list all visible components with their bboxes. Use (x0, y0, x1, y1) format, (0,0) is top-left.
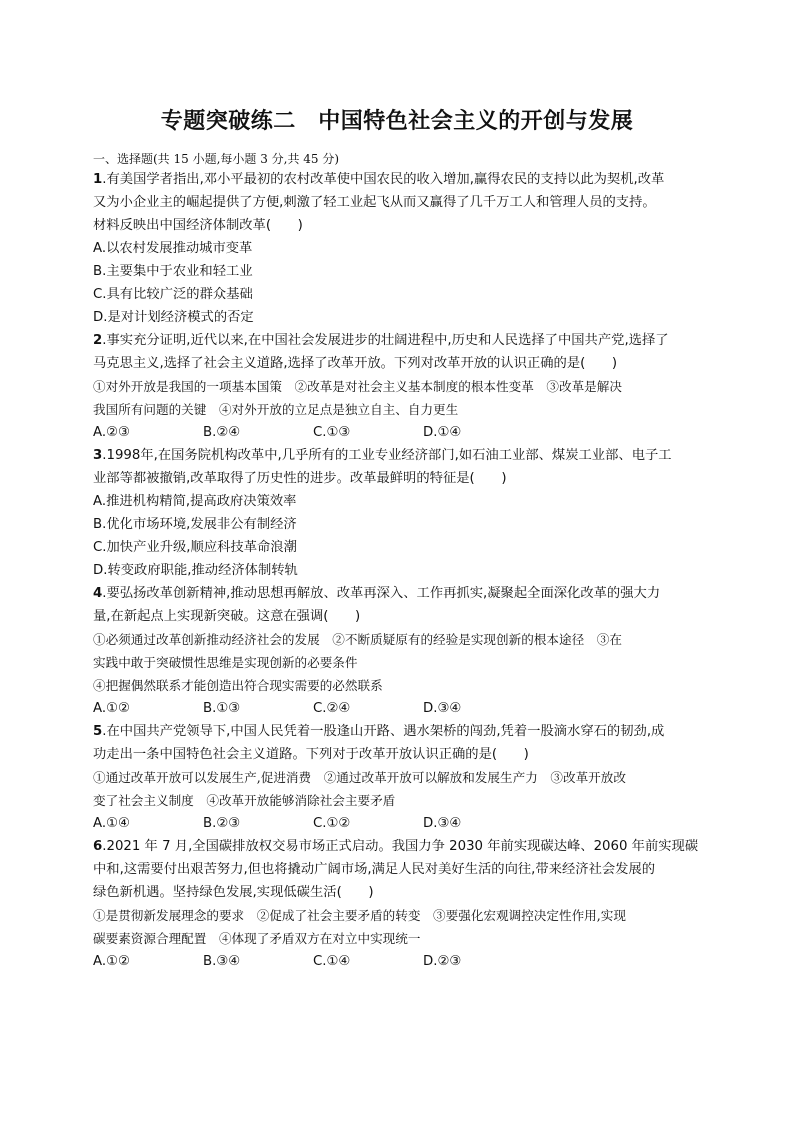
question-text: 马克思主义,选择了社会主义道路,选择了改革开放。下列对改革开放的认识正确的是( ) (93, 356, 618, 371)
answer-option: D.转变政府职能,推动经济体制转轨 (93, 563, 298, 578)
question-text: 又为小企业主的崛起提供了方便,刺激了轻工业起飞从而又赢得了几千万工人和管理人员的支持。 (93, 195, 656, 210)
question-text: 中和,这需要付出艰苦努力,但也将撬动广阔市场,满足人民对美好生活的向往,带来经济社会发展的 (93, 862, 656, 877)
choice-option: D.②③ (423, 954, 462, 969)
question-text: .在中国共产党领导下,中国人民凭着一股逢山开路、遇水架桥的闯劲,凭着一股滴水穿石的韧劲,成 (102, 724, 665, 739)
statement-line: 我国所有问题的关键 ④对外开放的立足点是独立自主、自力更生 (93, 402, 459, 417)
question-text: 量,在新起点上实现新突破。这意在强调( ) (93, 609, 361, 624)
question-stem-line (93, 352, 701, 375)
question-text: 功走出一条中国特色社会主义道路。下列对于改革开放认识正确的是( ) (93, 747, 529, 762)
choice-option: C.①④ (313, 954, 351, 969)
choice-option: A.①② (93, 954, 130, 969)
question-number: 3 (93, 448, 103, 463)
choice-option: A.①④ (93, 816, 130, 831)
question-stem-line (93, 329, 701, 352)
answer-option: B.优化市场环境,发展非公有制经济 (93, 517, 297, 532)
question-text: 材料反映出中国经济体制改革( ) (93, 218, 303, 233)
question-3 (93, 444, 701, 582)
question-4 (93, 582, 701, 720)
document-title: 专题突破练二 中国特色社会主义的开创与发展 (160, 109, 634, 134)
question-text: .要弘扬改革创新精神,推动思想再解放、改革再深入、工作再抓实,凝聚起全面深化改革的强大力 (102, 586, 661, 601)
choice-row (93, 421, 701, 444)
choice-option: B.②④ (203, 425, 241, 440)
question-5 (93, 720, 701, 835)
statement-line: ①是贯彻新发展理念的要求 ②促成了社会主要矛盾的转变 ③要强化宏观调控决定性作用,实现 (93, 908, 626, 923)
choice-option: B.③④ (203, 954, 241, 969)
answer-option: A.以农村发展推动城市变革 (93, 241, 253, 256)
choice-option: C.②④ (313, 701, 351, 716)
question-stem-line (93, 191, 701, 214)
question-stem-line (93, 881, 701, 904)
choice-option: D.③④ (423, 816, 462, 831)
section-heading: 一、选择题(共 15 小题,每小题 3 分,共 45 分) (93, 152, 340, 166)
statement-line: 变了社会主义制度 ④改革开放能够消除社会主要矛盾 (93, 793, 396, 808)
question-stem-line (93, 835, 701, 858)
statement-line: 碳要素资源合理配置 ④体现了矛盾双方在对立中实现统一 (93, 931, 421, 946)
question-list (93, 168, 701, 973)
question-text: .有美国学者指出,邓小平最初的农村改革使中国农民的收入增加,赢得农民的支持以此为契机,改革 (102, 172, 665, 187)
question-1 (93, 168, 701, 329)
question-number: 4 (93, 586, 103, 601)
answer-option: B.主要集中于农业和轻工业 (93, 264, 253, 279)
question-stem-line (93, 444, 701, 467)
question-text: .2021 年 7 月,全国碳排放权交易市场正式启动。我国力争 2030 年前实现碳达峰、2060 年前实现碳 (102, 839, 699, 854)
choice-option: A.①② (93, 701, 130, 716)
question-6 (93, 835, 701, 973)
question-stem-line (93, 720, 701, 743)
question-stem-line (93, 743, 701, 766)
question-stem-line (93, 605, 701, 628)
choice-option: A.②③ (93, 425, 130, 440)
answer-option: C.加快产业升级,顺应科技革命浪潮 (93, 540, 297, 555)
question-stem-line (93, 858, 701, 881)
question-number: 5 (93, 724, 103, 739)
question-stem-line (93, 467, 701, 490)
question-text: .1998年,在国务院机构改革中,几乎所有的工业专业经济部门,如石油工业部、煤炭工业部、电子工 (102, 448, 672, 463)
question-2 (93, 329, 701, 444)
question-stem-line (93, 582, 701, 605)
question-number: 2 (93, 333, 103, 348)
choice-option: C.①③ (313, 425, 351, 440)
choice-row (93, 697, 701, 720)
question-text: 绿色新机遇。坚持绿色发展,实现低碳生活( ) (93, 885, 374, 900)
answer-option: A.推进机构精简,提高政府决策效率 (93, 494, 297, 509)
question-stem-line (93, 214, 701, 237)
choice-option: D.①④ (423, 425, 462, 440)
answer-option: C.具有比较广泛的群众基础 (93, 287, 253, 302)
choice-option: B.①③ (203, 701, 241, 716)
question-stem-line (93, 168, 701, 191)
statement-line: ④把握偶然联系才能创造出符合现实需要的必然联系 (93, 678, 383, 693)
statement-line: 实践中敢于突破惯性思维是实现创新的必要条件 (93, 655, 358, 670)
choice-option: B.②③ (203, 816, 241, 831)
question-text: 业部等都被撤销,改革取得了历史性的进步。改革最鲜明的特征是( ) (93, 471, 507, 486)
question-number: 6 (93, 839, 103, 854)
choice-option: D.③④ (423, 701, 462, 716)
answer-option: D.是对计划经济模式的否定 (93, 310, 254, 325)
question-text: .事实充分证明,近代以来,在中国社会发展进步的壮阔进程中,历史和人民选择了中国共产党,选择了 (102, 333, 669, 348)
statement-line: ①必须通过改革创新推动经济社会的发展 ②不断质疑原有的经验是实现创新的根本途径 ③在 (93, 632, 622, 647)
choice-row (93, 812, 701, 835)
choice-option: C.①② (313, 816, 351, 831)
choice-row (93, 950, 701, 973)
question-number: 1 (93, 172, 103, 187)
statement-line: ①对外开放是我国的一项基本国策 ②改革是对社会主义基本制度的根本性变革 ③改革是解决 (93, 379, 622, 394)
statement-line: ①通过改革开放可以发展生产,促进消费 ②通过改革开放可以解放和发展生产力 ③改革开放改 (93, 770, 626, 785)
